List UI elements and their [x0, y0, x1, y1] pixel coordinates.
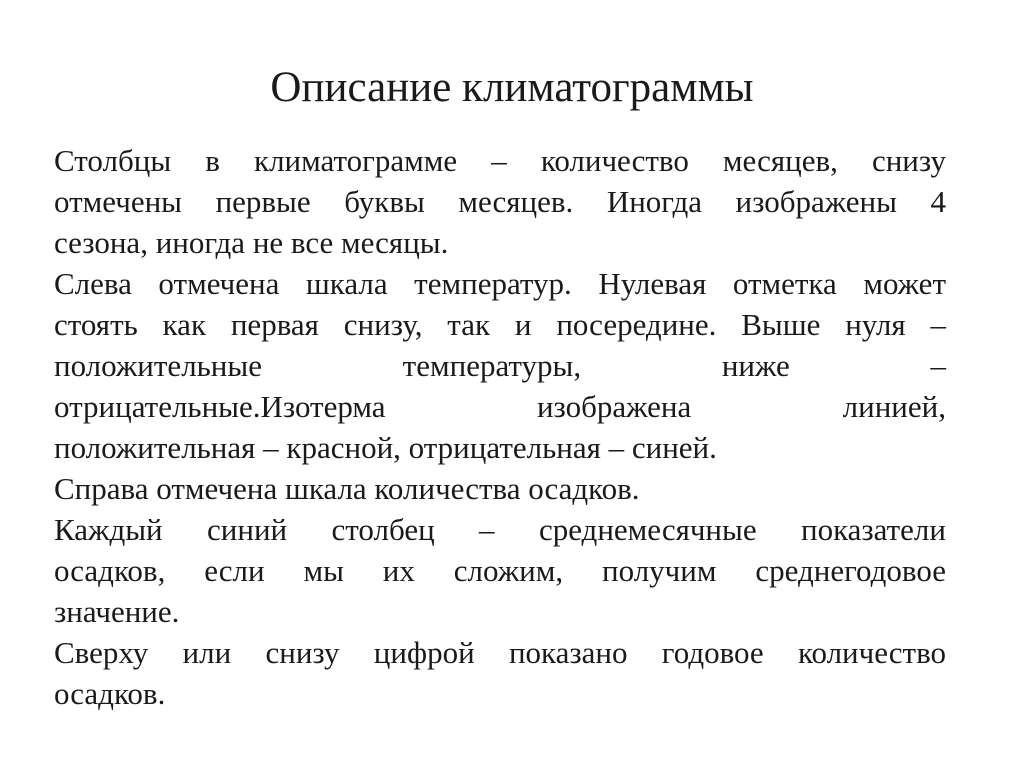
text-line: отрицательные.Изотерма изображена линией,	[54, 389, 946, 424]
text-line: отмечены первые буквы месяцев. Иногда изображены 4	[54, 184, 946, 219]
slide-title: Описание климатограммы	[270, 64, 754, 111]
text-line: Столбцы в климатограмме – количество месяцев, снизу	[54, 143, 946, 178]
paragraph-blue-columns	[54, 509, 946, 632]
text-line: положительная – красной, отрицательная – синей.	[54, 430, 717, 465]
paragraph-annual-precipitation	[54, 632, 946, 714]
slide-body	[54, 140, 946, 714]
paragraph-temperature-scale	[54, 263, 946, 468]
text-line: осадков, если мы их сложим, получим среднегодовое	[54, 553, 946, 588]
text-line: Сверху или снизу цифрой показано годовое количество	[54, 635, 946, 670]
text-line: стоять как первая снизу, так и посередине. Выше нуля –	[54, 307, 946, 342]
text-line: осадков.	[54, 676, 166, 711]
text-line: Справа отмечена шкала количества осадков.	[54, 471, 640, 506]
text-line: положительные температуры, ниже –	[54, 348, 946, 383]
paragraph-precipitation-scale	[54, 468, 946, 509]
text-line: значение.	[54, 594, 180, 629]
paragraph-columns	[54, 140, 946, 263]
text-line: Слева отмечена шкала температур. Нулевая отметка может	[54, 266, 946, 301]
text-line: сезона, иногда не все месяцы.	[54, 225, 449, 260]
text-line: Каждый синий столбец – среднемесячные показатели	[54, 512, 946, 547]
